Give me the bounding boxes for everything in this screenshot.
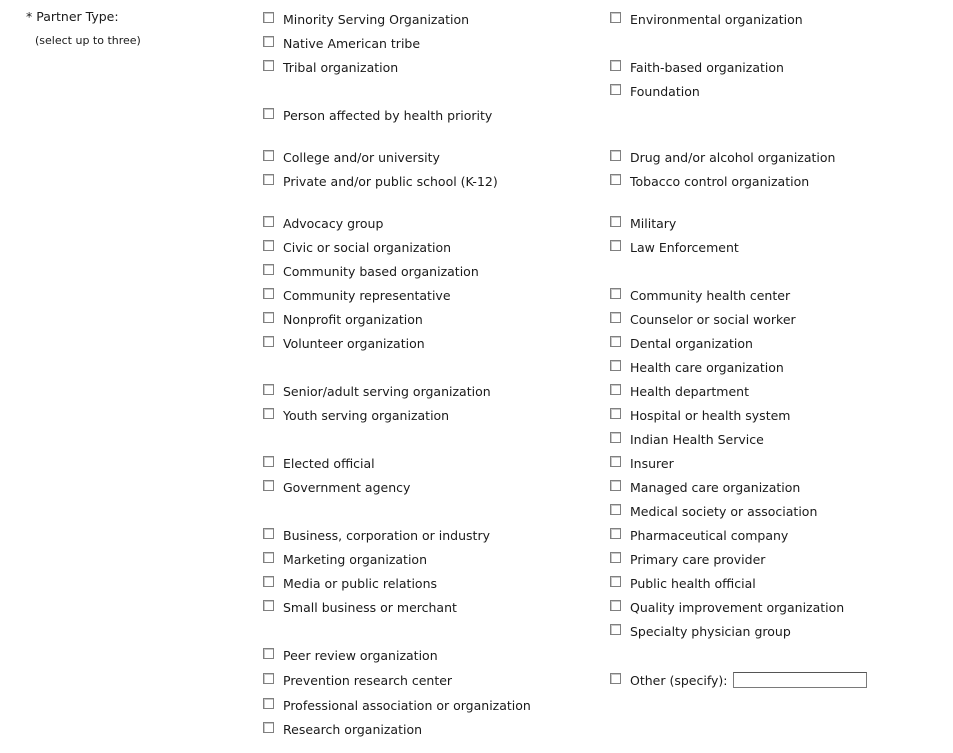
- option-advocacy-group[interactable]: [263, 214, 383, 232]
- checkbox[interactable]: [263, 552, 274, 563]
- option-insurer[interactable]: [610, 454, 674, 472]
- option-label: Drug and/or alcohol organization: [630, 149, 836, 165]
- option-label: Pharmaceutical company: [630, 527, 789, 543]
- option-medical-society-or-association[interactable]: [610, 502, 817, 520]
- option-business-corporation-or-industry[interactable]: [263, 526, 490, 544]
- option-media-or-public-relations[interactable]: [263, 574, 437, 592]
- checkbox[interactable]: [610, 312, 621, 323]
- option-label: Health care organization: [630, 359, 784, 375]
- checkbox[interactable]: [263, 576, 274, 587]
- option-faith-based-organization[interactable]: [610, 58, 784, 76]
- checkbox[interactable]: [610, 288, 621, 299]
- checkbox[interactable]: [263, 60, 274, 71]
- option-label: Business, corporation or industry: [283, 527, 490, 543]
- checkbox[interactable]: [610, 456, 621, 467]
- checkbox[interactable]: [610, 576, 621, 587]
- partner-type-label: * Partner Type:: [26, 9, 119, 24]
- checkbox[interactable]: [610, 673, 621, 684]
- checkbox[interactable]: [263, 240, 274, 251]
- option-minority-serving-organization[interactable]: [263, 10, 469, 28]
- option-label: Insurer: [630, 455, 674, 471]
- checkbox[interactable]: [263, 264, 274, 275]
- checkbox[interactable]: [610, 624, 621, 635]
- checkbox[interactable]: [263, 480, 274, 491]
- option-indian-health-service[interactable]: [610, 430, 764, 448]
- option-college-and-or-university[interactable]: [263, 148, 440, 166]
- option-drug-and-or-alcohol-organization[interactable]: [610, 148, 835, 166]
- checkbox[interactable]: [610, 150, 621, 161]
- option-senior-adult-serving-organization[interactable]: [263, 382, 491, 400]
- checkbox[interactable]: [610, 360, 621, 371]
- option-peer-review-organization[interactable]: [263, 646, 438, 664]
- checkbox[interactable]: [263, 12, 274, 23]
- option-label: Community based organization: [283, 263, 479, 279]
- option-label: Quality improvement organization: [630, 599, 845, 615]
- option-label: Elected official: [283, 455, 375, 471]
- option-managed-care-organization[interactable]: [610, 478, 800, 496]
- checkbox[interactable]: [263, 150, 274, 161]
- option-label: Native American tribe: [283, 35, 421, 51]
- option-label: Minority Serving Organization: [283, 11, 470, 27]
- checkbox[interactable]: [263, 288, 274, 299]
- option-label: Managed care organization: [630, 479, 801, 495]
- checkbox[interactable]: [610, 432, 621, 443]
- option-label: Media or public relations: [283, 575, 438, 591]
- option-specialty-physician-group[interactable]: [610, 622, 791, 640]
- checkbox[interactable]: [610, 384, 621, 395]
- checkbox[interactable]: [263, 36, 274, 47]
- option-label: Law Enforcement: [630, 239, 739, 255]
- option-label: Nonprofit organization: [283, 311, 423, 327]
- option-community-based-organization[interactable]: [263, 262, 479, 280]
- checkbox[interactable]: [610, 60, 621, 71]
- option-public-health-official[interactable]: [610, 574, 756, 592]
- checkbox[interactable]: [263, 384, 274, 395]
- option-label: Tobacco control organization: [630, 173, 810, 189]
- option-label: Professional association or organization: [283, 697, 531, 713]
- checkbox[interactable]: [263, 408, 274, 419]
- option-label: Small business or merchant: [283, 599, 457, 615]
- option-label: Volunteer organization: [283, 335, 425, 351]
- option-label: Specialty physician group: [630, 623, 791, 639]
- option-health-care-organization[interactable]: [610, 358, 784, 376]
- other-specify-input[interactable]: [733, 672, 867, 688]
- option-label: Government agency: [283, 479, 411, 495]
- checkbox[interactable]: [263, 673, 274, 684]
- option-label: Tribal organization: [283, 59, 399, 75]
- option-foundation[interactable]: [610, 82, 700, 100]
- option-elected-official[interactable]: [263, 454, 375, 472]
- option-label: Counselor or social worker: [630, 311, 796, 327]
- option-environmental-organization[interactable]: [610, 10, 803, 28]
- option-private-and-or-public-school-k-12[interactable]: [263, 172, 498, 190]
- option-label: College and/or university: [283, 149, 440, 165]
- option-label: Faith-based organization: [630, 59, 784, 75]
- option-label: Youth serving organization: [283, 407, 450, 423]
- option-primary-care-provider[interactable]: [610, 550, 765, 568]
- checkbox[interactable]: [610, 240, 621, 251]
- option-label: Marketing organization: [283, 551, 427, 567]
- checkbox[interactable]: [610, 528, 621, 539]
- option-marketing-organization[interactable]: [263, 550, 427, 568]
- option-professional-association-or-organization[interactable]: [263, 696, 531, 714]
- option-label: Health department: [630, 383, 749, 399]
- checkbox[interactable]: [263, 336, 274, 347]
- option-volunteer-organization[interactable]: [263, 334, 425, 352]
- option-small-business-or-merchant[interactable]: [263, 598, 457, 616]
- option-other-specify[interactable]: [610, 671, 867, 689]
- option-community-health-center[interactable]: [610, 286, 790, 304]
- option-label: Advocacy group: [283, 215, 384, 231]
- option-counselor-or-social-worker[interactable]: [610, 310, 796, 328]
- option-label: Dental organization: [630, 335, 753, 351]
- checkbox[interactable]: [610, 600, 621, 611]
- option-label: Community representative: [283, 287, 451, 303]
- checkbox[interactable]: [263, 108, 274, 119]
- option-label: Public health official: [630, 575, 756, 591]
- option-government-agency[interactable]: [263, 478, 410, 496]
- checkbox[interactable]: [610, 174, 621, 185]
- option-label: Military: [630, 215, 677, 231]
- checkbox[interactable]: [610, 336, 621, 347]
- option-label: Person affected by health priority: [283, 107, 493, 123]
- option-label: Medical society or association: [630, 503, 818, 519]
- option-label: Foundation: [630, 83, 700, 99]
- partner-type-hint: (select up to three): [35, 34, 141, 47]
- option-label: Other (specify):: [630, 672, 728, 688]
- option-label: Peer review organization: [283, 647, 438, 663]
- checkbox[interactable]: [610, 552, 621, 563]
- option-nonprofit-organization[interactable]: [263, 310, 423, 328]
- option-label: Prevention research center: [283, 672, 453, 688]
- checkbox[interactable]: [263, 216, 274, 227]
- option-hospital-or-health-system[interactable]: [610, 406, 790, 424]
- option-label: Hospital or health system: [630, 407, 791, 423]
- option-person-affected-by-health-priority[interactable]: [263, 106, 492, 124]
- checkbox[interactable]: [263, 722, 274, 733]
- option-label: Primary care provider: [630, 551, 766, 567]
- option-label: Civic or social organization: [283, 239, 452, 255]
- checkbox[interactable]: [610, 12, 621, 23]
- option-health-department[interactable]: [610, 382, 749, 400]
- option-tobacco-control-organization[interactable]: [610, 172, 809, 190]
- option-military[interactable]: [610, 214, 676, 232]
- option-research-organization[interactable]: [263, 720, 422, 738]
- checkbox[interactable]: [263, 648, 274, 659]
- checkbox[interactable]: [610, 84, 621, 95]
- option-community-representative[interactable]: [263, 286, 451, 304]
- option-civic-or-social-organization[interactable]: [263, 238, 451, 256]
- checkbox[interactable]: [263, 698, 274, 709]
- option-label: Senior/adult serving organization: [283, 383, 491, 399]
- option-law-enforcement[interactable]: [610, 238, 739, 256]
- option-pharmaceutical-company[interactable]: [610, 526, 788, 544]
- checkbox[interactable]: [263, 528, 274, 539]
- checkbox[interactable]: [263, 456, 274, 467]
- checkbox[interactable]: [263, 312, 274, 323]
- option-tribal-organization[interactable]: [263, 58, 398, 76]
- checkbox[interactable]: [263, 174, 274, 185]
- checkbox[interactable]: [610, 480, 621, 491]
- option-label: Indian Health Service: [630, 431, 764, 447]
- checkbox[interactable]: [263, 600, 274, 611]
- option-youth-serving-organization[interactable]: [263, 406, 449, 424]
- option-quality-improvement-organization[interactable]: [610, 598, 844, 616]
- option-native-american-tribe[interactable]: [263, 34, 420, 52]
- option-prevention-research-center[interactable]: [263, 671, 452, 689]
- checkbox[interactable]: [610, 408, 621, 419]
- checkbox[interactable]: [610, 504, 621, 515]
- option-label: Community health center: [630, 287, 791, 303]
- option-label: Environmental organization: [630, 11, 803, 27]
- option-label: Private and/or public school (K-12): [283, 173, 498, 189]
- option-dental-organization[interactable]: [610, 334, 753, 352]
- option-label: Research organization: [283, 721, 423, 737]
- checkbox[interactable]: [610, 216, 621, 227]
